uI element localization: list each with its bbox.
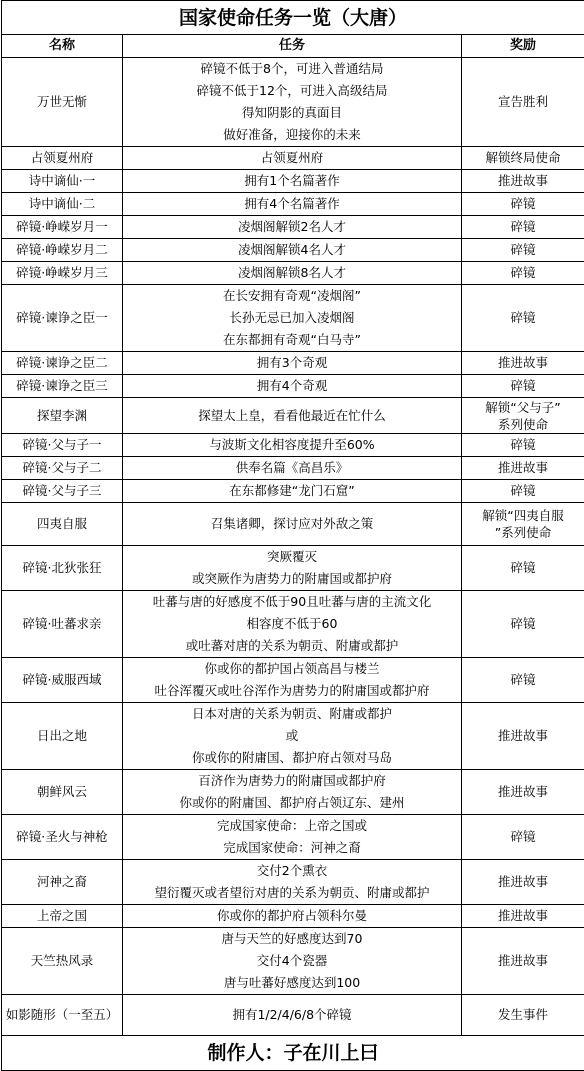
mission-task	[123, 193, 462, 216]
table-row	[2, 658, 584, 703]
mission-name: 探望李渊	[2, 398, 123, 434]
mission-name: 碎镜·吐蕃求亲	[2, 591, 123, 658]
task-line: 交付2个熏衣	[125, 860, 459, 882]
mission-reward	[462, 503, 584, 546]
mission-task	[123, 703, 462, 770]
task-line: 你或你的附庸国、都护府占领辽东、建州	[125, 792, 459, 814]
table-row	[2, 262, 584, 285]
table-row	[2, 928, 584, 995]
mission-task	[123, 375, 462, 398]
mission-name: 碎镜·父与子三	[2, 480, 123, 503]
mission-name: 碎镜·峥嵘岁月一	[2, 216, 123, 239]
mission-task	[123, 658, 462, 703]
task-line: 望衍覆灭或者望衍对唐的关系为朝贡、附庸或都护	[125, 882, 459, 904]
reward-line: 碎镜	[464, 193, 582, 215]
header-name: 名称	[2, 35, 123, 58]
reward-line: 推进故事	[464, 725, 582, 747]
task-line: 拥有4个名篇著作	[125, 193, 459, 215]
mission-reward	[462, 398, 584, 434]
mission-reward	[462, 995, 584, 1036]
mission-task	[123, 928, 462, 995]
task-line: 长孙无忌已加入凌烟阁	[125, 307, 459, 329]
mission-name: 如影随形（一至五）	[2, 995, 123, 1036]
task-line: 你或你的都护国占领高昌与楼兰	[125, 658, 459, 680]
mission-reward	[462, 480, 584, 503]
task-line: 凌烟阁解锁2名人才	[125, 216, 459, 238]
table-row	[2, 480, 584, 503]
reward-line: 发生事件	[464, 1004, 582, 1026]
task-line: 占领夏州府	[125, 147, 459, 169]
mission-reward	[462, 239, 584, 262]
table-title: 国家使命任务一览（大唐）	[2, 1, 584, 35]
task-line: 得知阴影的真面目	[125, 102, 459, 124]
table-row	[2, 239, 584, 262]
mission-reward	[462, 147, 584, 170]
reward-line: 碎镜	[464, 375, 582, 397]
reward-line: 推进故事	[464, 781, 582, 803]
task-line: 在东都拥有奇观“白马寺”	[125, 329, 459, 351]
task-line: 唐与天竺的好感度达到70	[125, 928, 459, 950]
mission-name: 河神之裔	[2, 860, 123, 905]
task-line: 在长安拥有奇观“凌烟阁”	[125, 285, 459, 307]
mission-name: 万世无惭	[2, 58, 123, 147]
table-row	[2, 352, 584, 375]
mission-name: 碎镜·北狄张狂	[2, 546, 123, 591]
mission-task	[123, 503, 462, 546]
mission-name: 天竺热风录	[2, 928, 123, 995]
task-line: 吐蕃与唐的好感度不低于90且吐蕃与唐的主流文化	[125, 591, 459, 613]
mission-reward	[462, 703, 584, 770]
task-line: 完成国家使命：上帝之国或	[125, 815, 459, 837]
task-line: 拥有1/2/4/6/8个碎镜	[125, 1004, 459, 1026]
mission-name: 碎镜·谏诤之臣三	[2, 375, 123, 398]
mission-task	[123, 546, 462, 591]
mission-reward	[462, 815, 584, 860]
table-row	[2, 216, 584, 239]
mission-task	[123, 457, 462, 480]
mission-name: 碎镜·父与子二	[2, 457, 123, 480]
mission-reward	[462, 658, 584, 703]
task-line: 或吐蕃对唐的关系为朝贡、附庸或都护	[125, 635, 459, 657]
header-reward: 奖励	[462, 35, 584, 58]
table-row	[2, 434, 584, 457]
mission-reward	[462, 591, 584, 658]
mission-reward	[462, 216, 584, 239]
mission-name: 碎镜·圣火与神枪	[2, 815, 123, 860]
mission-task	[123, 285, 462, 352]
mission-task	[123, 434, 462, 457]
reward-line: 系列使命	[464, 416, 582, 433]
table-row	[2, 170, 584, 193]
task-line: 完成国家使命：河神之裔	[125, 837, 459, 859]
table-row	[2, 457, 584, 480]
mission-reward	[462, 170, 584, 193]
mission-task	[123, 147, 462, 170]
reward-line: 碎镜	[464, 826, 582, 848]
task-line: 吐谷浑覆灭或吐谷浑作为唐势力的附庸国或都护府	[125, 680, 459, 702]
task-line: 拥有4个奇观	[125, 375, 459, 397]
task-line: 在东都修建“龙门石窟”	[125, 480, 459, 502]
table-row	[2, 398, 584, 434]
mission-reward	[462, 352, 584, 375]
task-line: 召集诸卿，探讨应对外敌之策	[125, 513, 459, 535]
task-line: 突厥覆灭	[125, 546, 459, 568]
mission-reward	[462, 860, 584, 905]
reward-line: 解锁“四夷自服	[464, 507, 582, 524]
mission-reward	[462, 546, 584, 591]
reward-line: 碎镜	[464, 557, 582, 579]
task-line: 你或你的附庸国、都护府占领对马岛	[125, 747, 459, 769]
mission-name: 上帝之国	[2, 905, 123, 928]
task-line: 拥有1个名篇著作	[125, 170, 459, 192]
task-line: 供奉名篇《高昌乐》	[125, 457, 459, 479]
author-footer: 制作人：子在川上曰	[2, 1036, 584, 1071]
reward-line: 解锁终局使命	[464, 147, 582, 169]
table-row	[2, 995, 584, 1036]
table-row	[2, 147, 584, 170]
reward-line: 碎镜	[464, 307, 582, 329]
table-row	[2, 546, 584, 591]
reward-line: 推进故事	[464, 871, 582, 893]
mission-task	[123, 905, 462, 928]
mission-name: 碎镜·威服西域	[2, 658, 123, 703]
reward-line: 宣告胜利	[464, 91, 582, 113]
reward-line: 碎镜	[464, 613, 582, 635]
mission-task	[123, 352, 462, 375]
mission-name: 碎镜·父与子一	[2, 434, 123, 457]
mission-task	[123, 480, 462, 503]
table-row	[2, 860, 584, 905]
table-row	[2, 375, 584, 398]
reward-line: 碎镜	[464, 262, 582, 284]
table-row	[2, 770, 584, 815]
task-line: 拥有3个奇观	[125, 352, 459, 374]
mission-name: 日出之地	[2, 703, 123, 770]
mission-name: 占领夏州府	[2, 147, 123, 170]
task-line: 凌烟阁解锁8名人才	[125, 262, 459, 284]
table-row	[2, 703, 584, 770]
mission-task	[123, 262, 462, 285]
table-row	[2, 285, 584, 352]
task-line: 与波斯文化相容度提升至60%	[125, 434, 459, 456]
task-line: 凌烟阁解锁4名人才	[125, 239, 459, 261]
reward-line: 解锁“父与子”	[464, 399, 582, 416]
task-line: 探望太上皇，看看他最近在忙什么	[125, 405, 459, 427]
mission-name: 碎镜·峥嵘岁月二	[2, 239, 123, 262]
mission-name: 朝鲜风云	[2, 770, 123, 815]
task-line: 或	[125, 725, 459, 747]
mission-reward	[462, 193, 584, 216]
mission-task	[123, 239, 462, 262]
task-line: 你或你的都护府占领科尔曼	[125, 905, 459, 927]
mission-task	[123, 591, 462, 658]
mission-name: 诗中谪仙·二	[2, 193, 123, 216]
task-line: 日本对唐的关系为朝贡、附庸或都护	[125, 703, 459, 725]
reward-line: 推进故事	[464, 950, 582, 972]
mission-task	[123, 216, 462, 239]
task-line: 碎镜不低于8个，可进入普通结局	[125, 58, 459, 80]
mission-name: 碎镜·峥嵘岁月三	[2, 262, 123, 285]
mission-task	[123, 860, 462, 905]
mission-task	[123, 58, 462, 147]
mission-task	[123, 995, 462, 1036]
mission-name: 碎镜·谏诤之臣一	[2, 285, 123, 352]
reward-line: 推进故事	[464, 352, 582, 374]
reward-line: 碎镜	[464, 239, 582, 261]
reward-line: 推进故事	[464, 905, 582, 927]
reward-line: 碎镜	[464, 480, 582, 502]
task-line: 碎镜不低于12个，可进入高级结局	[125, 80, 459, 102]
reward-line: 碎镜	[464, 434, 582, 456]
mission-reward	[462, 58, 584, 147]
task-line: 做好准备，迎接你的未来	[125, 124, 459, 146]
table-row	[2, 815, 584, 860]
mission-task	[123, 398, 462, 434]
header-task: 任务	[123, 35, 462, 58]
task-line: 百济作为唐势力的附庸国或都护府	[125, 770, 459, 792]
task-line: 唐与吐蕃好感度达到100	[125, 972, 459, 994]
mission-reward	[462, 375, 584, 398]
mission-reward	[462, 457, 584, 480]
reward-line: 推进故事	[464, 170, 582, 192]
mission-task	[123, 815, 462, 860]
table-body	[2, 58, 584, 1036]
mission-name: 四夷自服	[2, 503, 123, 546]
mission-reward	[462, 262, 584, 285]
mission-table	[1, 0, 584, 1071]
task-line: 相容度不低于60	[125, 613, 459, 635]
reward-line: 碎镜	[464, 216, 582, 238]
table-row	[2, 193, 584, 216]
mission-name: 碎镜·谏诤之臣二	[2, 352, 123, 375]
table-row	[2, 905, 584, 928]
mission-reward	[462, 905, 584, 928]
mission-reward	[462, 285, 584, 352]
mission-reward	[462, 770, 584, 815]
mission-reward	[462, 928, 584, 995]
reward-line: ”系列使命	[464, 524, 582, 541]
reward-line: 推进故事	[464, 457, 582, 479]
table-row	[2, 503, 584, 546]
table-row	[2, 58, 584, 147]
mission-task	[123, 170, 462, 193]
mission-task	[123, 770, 462, 815]
table-row	[2, 591, 584, 658]
mission-reward	[462, 434, 584, 457]
reward-line: 碎镜	[464, 669, 582, 691]
mission-name: 诗中谪仙·一	[2, 170, 123, 193]
task-line: 或突厥作为唐势力的附庸国或都护府	[125, 568, 459, 590]
task-line: 交付4个瓷器	[125, 950, 459, 972]
